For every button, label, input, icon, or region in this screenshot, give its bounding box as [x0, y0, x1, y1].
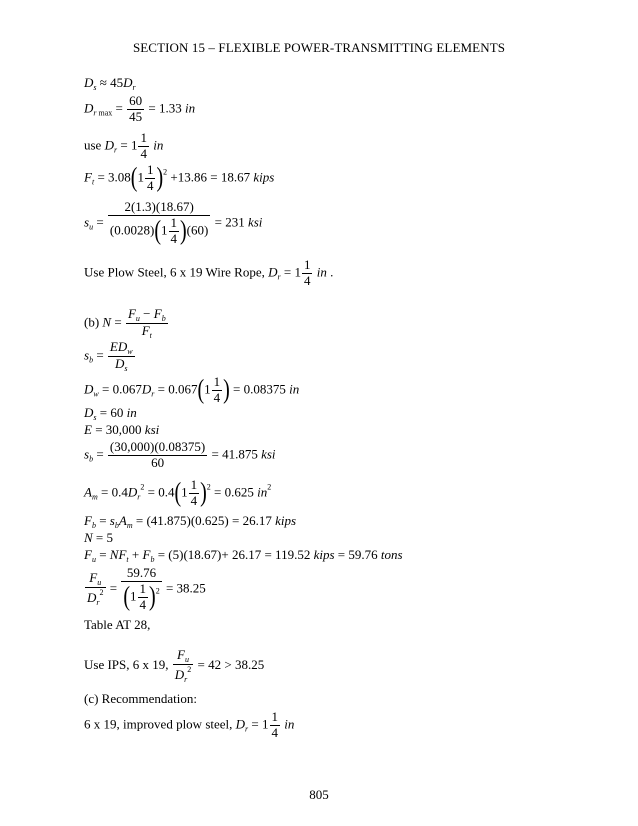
eq-e: E = 30,000 ksi — [84, 422, 160, 437]
eq-ds-approx: $D_s \approx 45D_r$ — [84, 75, 136, 92]
eq-ds: $D_s = 60$ in — [84, 405, 137, 422]
text-table-at28: Table AT 28, — [84, 617, 151, 632]
text-use-plow-steel: Use Plow Steel, 6 x 19 Wire Rope, $D_r = 1$ $\frac{1}{4}$ in . — [84, 257, 334, 288]
eq-fu: $F_u = NF_t + F_b = (5)(18.67)+ 26.17 = 119.52$ kips = 59.76 tons — [84, 547, 403, 564]
text-recommendation: 6 x 19, improved plow steel, $D_r = 1$ $\frac{1}{4}$ in — [84, 709, 295, 740]
eq-su: $s_u$ = 2(1.3)(18.67) (0.0028)(1 $\frac{1}{4}$ )(60) = 231 ksi — [84, 199, 263, 247]
eq-fu-ratio: $\frac{F_u}{D_r^2}$ = 59.76 (1 $\frac{1}{4}$ )$^2$ = 38.25 — [87, 565, 206, 613]
section-header: SECTION 15 – FLEXIBLE POWER-TRANSMITTING ELEMENTS — [132, 40, 506, 55]
page-number: 805 — [309, 787, 329, 802]
eq-am: $A_m = 0.4D_r^2 = 0.4(1$ $\frac{1}{4}$ )$^2$ = 0.625 $in^2$ — [84, 477, 272, 509]
eq-sb-formula: $s_b$ = $ED_w$ $D_s$ — [84, 339, 133, 374]
text-use-ips: Use IPS, 6 x 19, $\frac{F_u}{D_r^2}$ = 42 > 38.25 — [84, 647, 265, 685]
eq-use-dr: use $D_r = 1$ $\frac{1}{4}$ in — [84, 130, 164, 161]
eq-dr-max: $D_{r max}$ = $\frac{60}{45}$ = 1.33 in — [84, 93, 196, 124]
eq-sb-value: $s_b$ = $\frac{(30,000)(0.08375)}{60}$ = 41.875 ksi — [84, 439, 276, 470]
eq-ft: $F_t = 3.08(1$ $\frac{1}{4}$ )$^2$ +13.86 = 18.67 kips — [84, 162, 275, 194]
text-recommendation-heading: (c) Recommendation: — [84, 691, 197, 706]
eq-b-n: (b) N = $\frac{F_u - F_b}{F_t}$ — [84, 306, 166, 341]
eq-fb: $F_b = s_bA_m = (41.875)(0.625) = 26.17$ kips — [84, 513, 297, 530]
eq-dw: $D_w = 0.067D_r = 0.067(1$ $\frac{1}{4}$ ) = 0.08375 in — [84, 374, 300, 406]
eq-n: N = 5 — [84, 530, 114, 545]
